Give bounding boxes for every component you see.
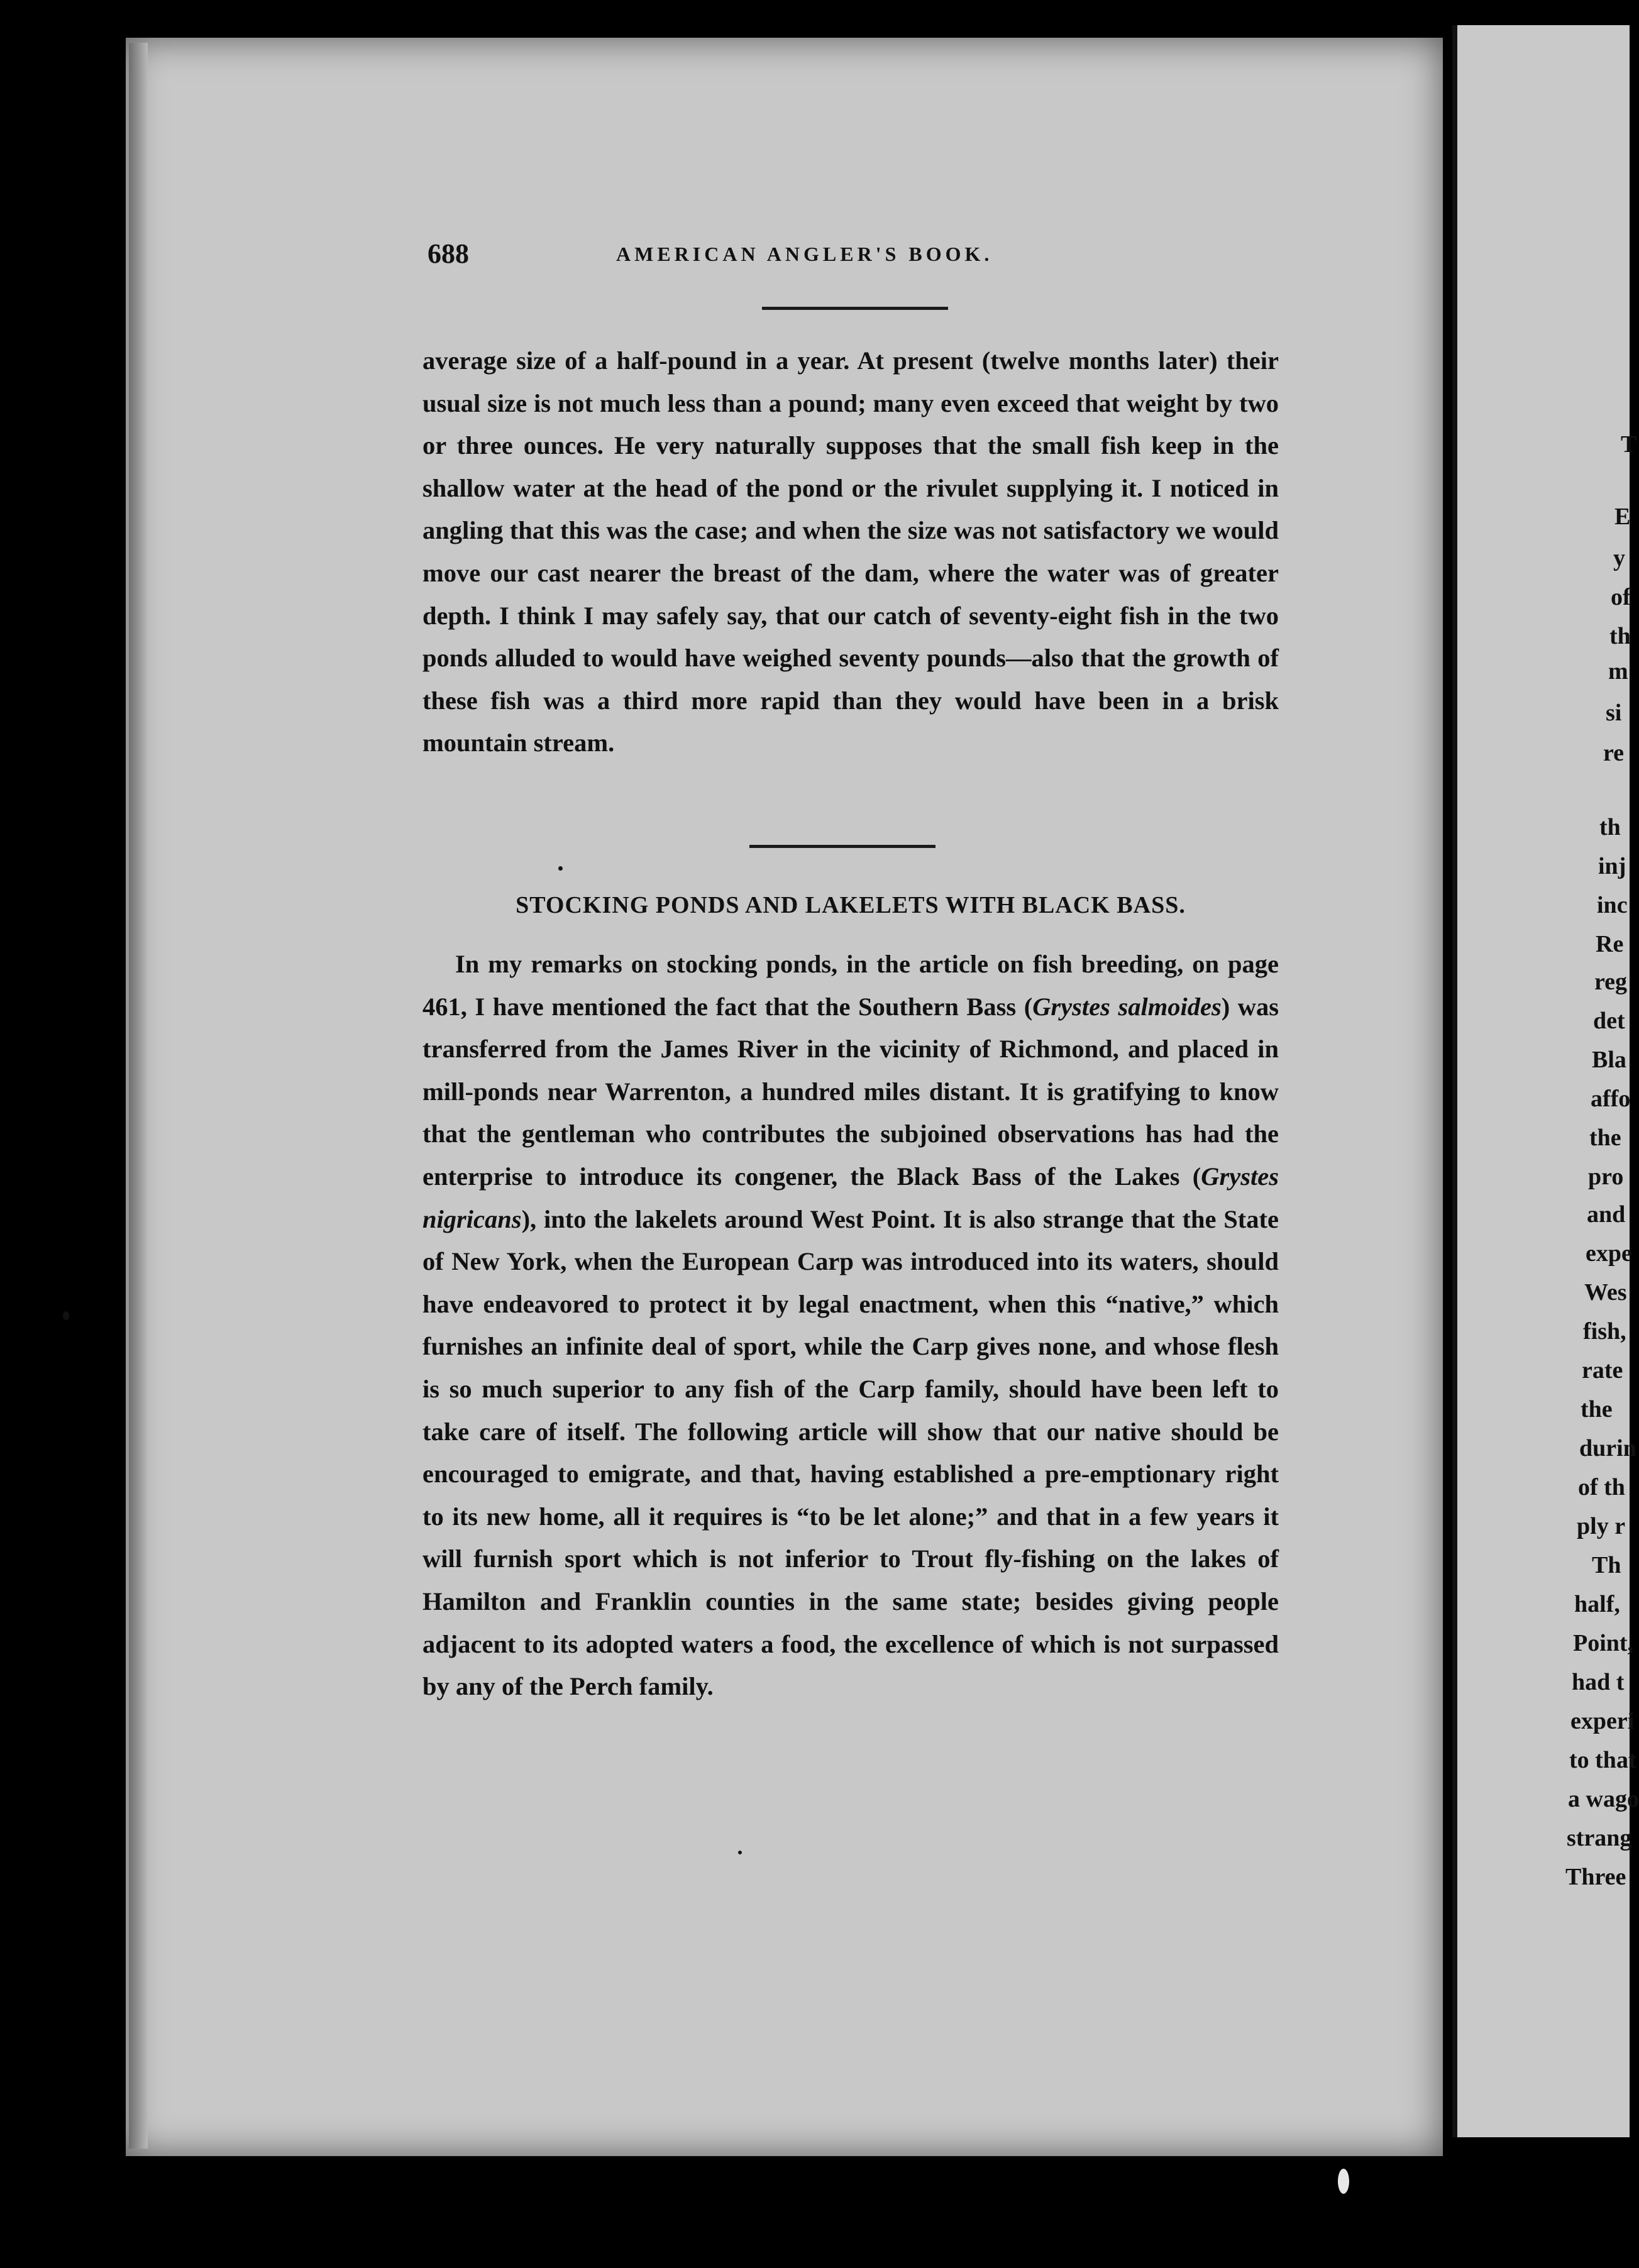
facing-page-fragment: affo	[1591, 1086, 1631, 1112]
section-divider-rule	[749, 845, 935, 848]
facing-page-fragment: the	[1589, 1125, 1621, 1151]
facing-page-fragment: Bla	[1592, 1047, 1626, 1073]
ink-speck	[1338, 2169, 1349, 2194]
facing-page-fragment: fish,	[1583, 1318, 1626, 1345]
facing-page-fragment: durin	[1579, 1435, 1636, 1462]
facing-page-fragment: reg	[1594, 969, 1628, 995]
paragraph-continued: average size of a half-pound in a year. At present (twelve months later) their usual size is not much less than a pound; many even exceed that weight by two or three ounces. He very naturally supposes that the small fish keep in the shallow water at the head of the pond or the rivulet supplying it. I noticed in angling that this was the case; and when the size was not satisfactory we would move our cast nearer the breast of the dam, where the water was of greater depth. I think I may safely say, that our catch of seventy-eight fish in the two ponds alluded to would have weighed seventy pounds—also that the growth of these fish was a third more rapid than they would have been in a brisk mountain stream.	[422, 346, 1279, 757]
facing-page-fragment: th	[1599, 814, 1621, 840]
ink-speck	[558, 866, 563, 871]
facing-page-fragment: had t	[1572, 1669, 1625, 1695]
facing-page-fragment: Three	[1565, 1864, 1626, 1890]
section-heading: STOCKING PONDS AND LAKELETS WITH BLACK BASS.	[516, 892, 1186, 918]
species-name-italic: Grystes nigricans	[422, 1162, 1279, 1233]
paragraph-text: In my remarks on stocking ponds, in the article on fish breeding, on page 461, I have mentioned the fact that the Southern Bass (	[422, 950, 1279, 1021]
facing-page	[1452, 25, 1639, 2137]
facing-page-fragment: inj	[1598, 853, 1626, 879]
facing-page-fragment: inc	[1597, 892, 1628, 918]
facing-page-fragment: det	[1593, 1008, 1625, 1034]
facing-page-fragment: experi	[1570, 1708, 1635, 1734]
facing-page-fragment: Wes	[1584, 1279, 1627, 1306]
page-gutter-shadow	[129, 43, 148, 2149]
paragraph-text: ) was transferred from the James River in the vicinity of Richmond, and placed in mill-ponds near Warrenton, a hundred miles distant. It is gratifying to know that the gentleman who contributes the subjoined observations has had the enterprise to introduce its congener, the Black Bass of the Lakes (	[422, 992, 1279, 1191]
facing-page-fragment: E	[1614, 504, 1631, 530]
header-rule	[762, 307, 948, 310]
ink-speck	[738, 1851, 742, 1854]
facing-page-fragment: si	[1606, 700, 1622, 726]
page-number: 688	[428, 238, 469, 269]
facing-page-fragment: strang	[1567, 1825, 1632, 1851]
facing-page-fragment: a wago	[1568, 1786, 1639, 1812]
section-paragraph	[422, 943, 1279, 1708]
facing-page-fragment: m	[1608, 658, 1628, 685]
facing-page-fragment: to that	[1569, 1747, 1636, 1773]
facing-page-fragment: Re	[1596, 931, 1624, 957]
running-title: AMERICAN ANGLER'S BOOK.	[616, 243, 993, 265]
facing-page-fragment: rate	[1582, 1357, 1623, 1384]
facing-page-fragment: re	[1603, 740, 1625, 766]
paragraph-text: ), into the lakelets around West Point. It is also strange that the State of New York, when the European Carp was introduced into its waters, should have endeavored to protect it by legal enactment, when this “native,” which furnishes an infinite deal of sport, while the Carp gives none, and whose flesh is so much superior to any fish of the Carp family, should have been left to take care of itself. The following article will show that our native should be encouraged to emigrate, and that, having established a pre-emptionary right to its new home, all it requires is “to be let alone;” and that in a few years it will furnish sport which is not inferior to Trout fly-fishing on the lakes of Hamilton and Franklin counties in the same state; besides giving people adjacent to its adopted waters a food, the excellence of which is not surpassed by any of the Perch family.	[422, 1204, 1279, 1701]
facing-page-fragment: and	[1587, 1201, 1626, 1228]
facing-page-fragment: of th	[1578, 1474, 1625, 1500]
facing-page-fragment: T	[1621, 431, 1637, 458]
facing-page-fragment: ply r	[1577, 1513, 1626, 1539]
facing-page-fragment: Point,	[1573, 1630, 1634, 1656]
page-header	[428, 238, 1283, 275]
facing-page-fragment: expe	[1586, 1240, 1632, 1267]
facing-page-fragment: Th	[1592, 1552, 1621, 1578]
facing-page-fragment: half,	[1574, 1591, 1620, 1617]
facing-page-fragment: of	[1611, 584, 1631, 610]
facing-page-fragment: y	[1613, 545, 1625, 571]
facing-page-fragment: pro	[1588, 1164, 1624, 1190]
species-name-italic: Grystes salmoides	[1032, 992, 1222, 1021]
facing-page-fragment: the	[1581, 1396, 1613, 1423]
facing-page-fragment: th	[1609, 623, 1631, 649]
ink-speck	[63, 1311, 69, 1320]
